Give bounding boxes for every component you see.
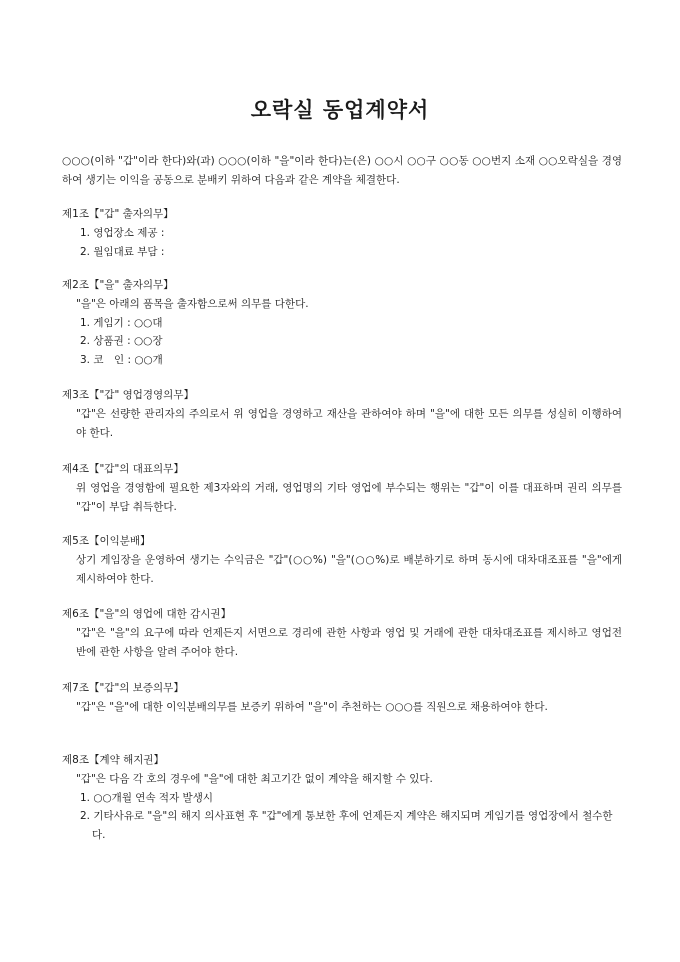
article-body: "갑"은 선량한 관리자의 주의로서 위 영업을 경영하고 재산을 관하여야 하며 "을"에 대한 모든 의무를 성실히 이행하여야 한다. bbox=[76, 408, 622, 439]
article-heading: 제2조【"을" 출자의무】 bbox=[62, 279, 174, 291]
document-title: 오락실 동업계약서 bbox=[250, 98, 430, 122]
article-heading: 제7조【"갑"의 보증의무】 bbox=[62, 682, 184, 694]
article-body: 상기 게임장을 운영하여 생기는 수익금은 "갑"(○○%) "을"(○○%)로 배분하기로 하며 동시에 대차대조표를 "을"에게 제시하여야 한다. bbox=[76, 554, 622, 585]
article-3 bbox=[62, 386, 622, 442]
article-body: "갑"은 "을"의 요구에 따라 언제든지 서면으로 경리에 관한 사항과 영업 및 거래에 관한 대차대조표를 제시하고 영업전반에 관한 사항을 알려 주어야 한다. bbox=[76, 627, 622, 658]
article-heading: 제6조【"을"의 영업에 대한 감시권】 bbox=[62, 608, 232, 620]
article-heading: 제4조【"갑"의 대표의무】 bbox=[62, 463, 184, 475]
list-item: 1. 게임기 : ○○대 bbox=[80, 316, 163, 329]
article-heading: 제8조【계약 해지권】 bbox=[62, 754, 165, 766]
article-2 bbox=[62, 276, 622, 369]
article-8 bbox=[62, 751, 622, 844]
list-item: 1. ○○개월 연속 적자 발생시 bbox=[80, 791, 213, 804]
article-6 bbox=[62, 605, 622, 661]
article-4 bbox=[62, 460, 622, 516]
intro-paragraph: ○○○(이하 "갑"이라 한다)와(과) ○○○(이하 "을"이라 한다)는(은) ○○시 ○○구 ○○동 ○○번지 소재 ○○오락실을 경영하여 생기는 이익을 공동으로 분배키 위하여 다음과 같은 계약을 체결한다. bbox=[62, 155, 622, 186]
article-heading: 제1조【"갑" 출자의무】 bbox=[62, 208, 174, 220]
article-body: "갑"은 "을"에 대한 이익분배의무를 보증키 위하여 "을"이 추천하는 ○○○를 직원으로 채용하여야 한다. bbox=[76, 701, 548, 713]
article-body: "갑"은 다음 각 호의 경우에 "을"에 대한 최고기간 없이 계약을 해지할 수 있다. bbox=[76, 773, 433, 785]
list-item: 1. 영업장소 제공 : bbox=[80, 227, 165, 239]
list-item: 3. 코 인 : ○○개 bbox=[80, 353, 163, 366]
article-heading: 제5조【이익분배】 bbox=[62, 535, 151, 547]
article-body: "을"은 아래의 품목을 출자함으로써 의무를 다한다. bbox=[76, 298, 309, 310]
article-1 bbox=[62, 205, 622, 261]
list-item: 2. 월임대료 부담 : bbox=[80, 245, 165, 258]
article-5 bbox=[62, 532, 622, 588]
article-7 bbox=[62, 679, 622, 717]
list-item: 2. 상품권 : ○○장 bbox=[80, 335, 163, 347]
list-item: 2. 기타사유로 "을"의 해지 의사표현 후 "갑"에게 통보한 후에 언제든지 계약은 해지되며 게임기를 영업장에서 철수한다. bbox=[80, 810, 613, 841]
article-heading: 제3조【"갑" 영업경영의무】 bbox=[62, 389, 194, 401]
article-body: 위 영업을 경영함에 필요한 제3자와의 거래, 영업명의 기타 영업에 부수되는 행위는 "갑"이 이를 대표하며 권리 의무를 "갑"이 부담 취득한다. bbox=[76, 482, 622, 513]
